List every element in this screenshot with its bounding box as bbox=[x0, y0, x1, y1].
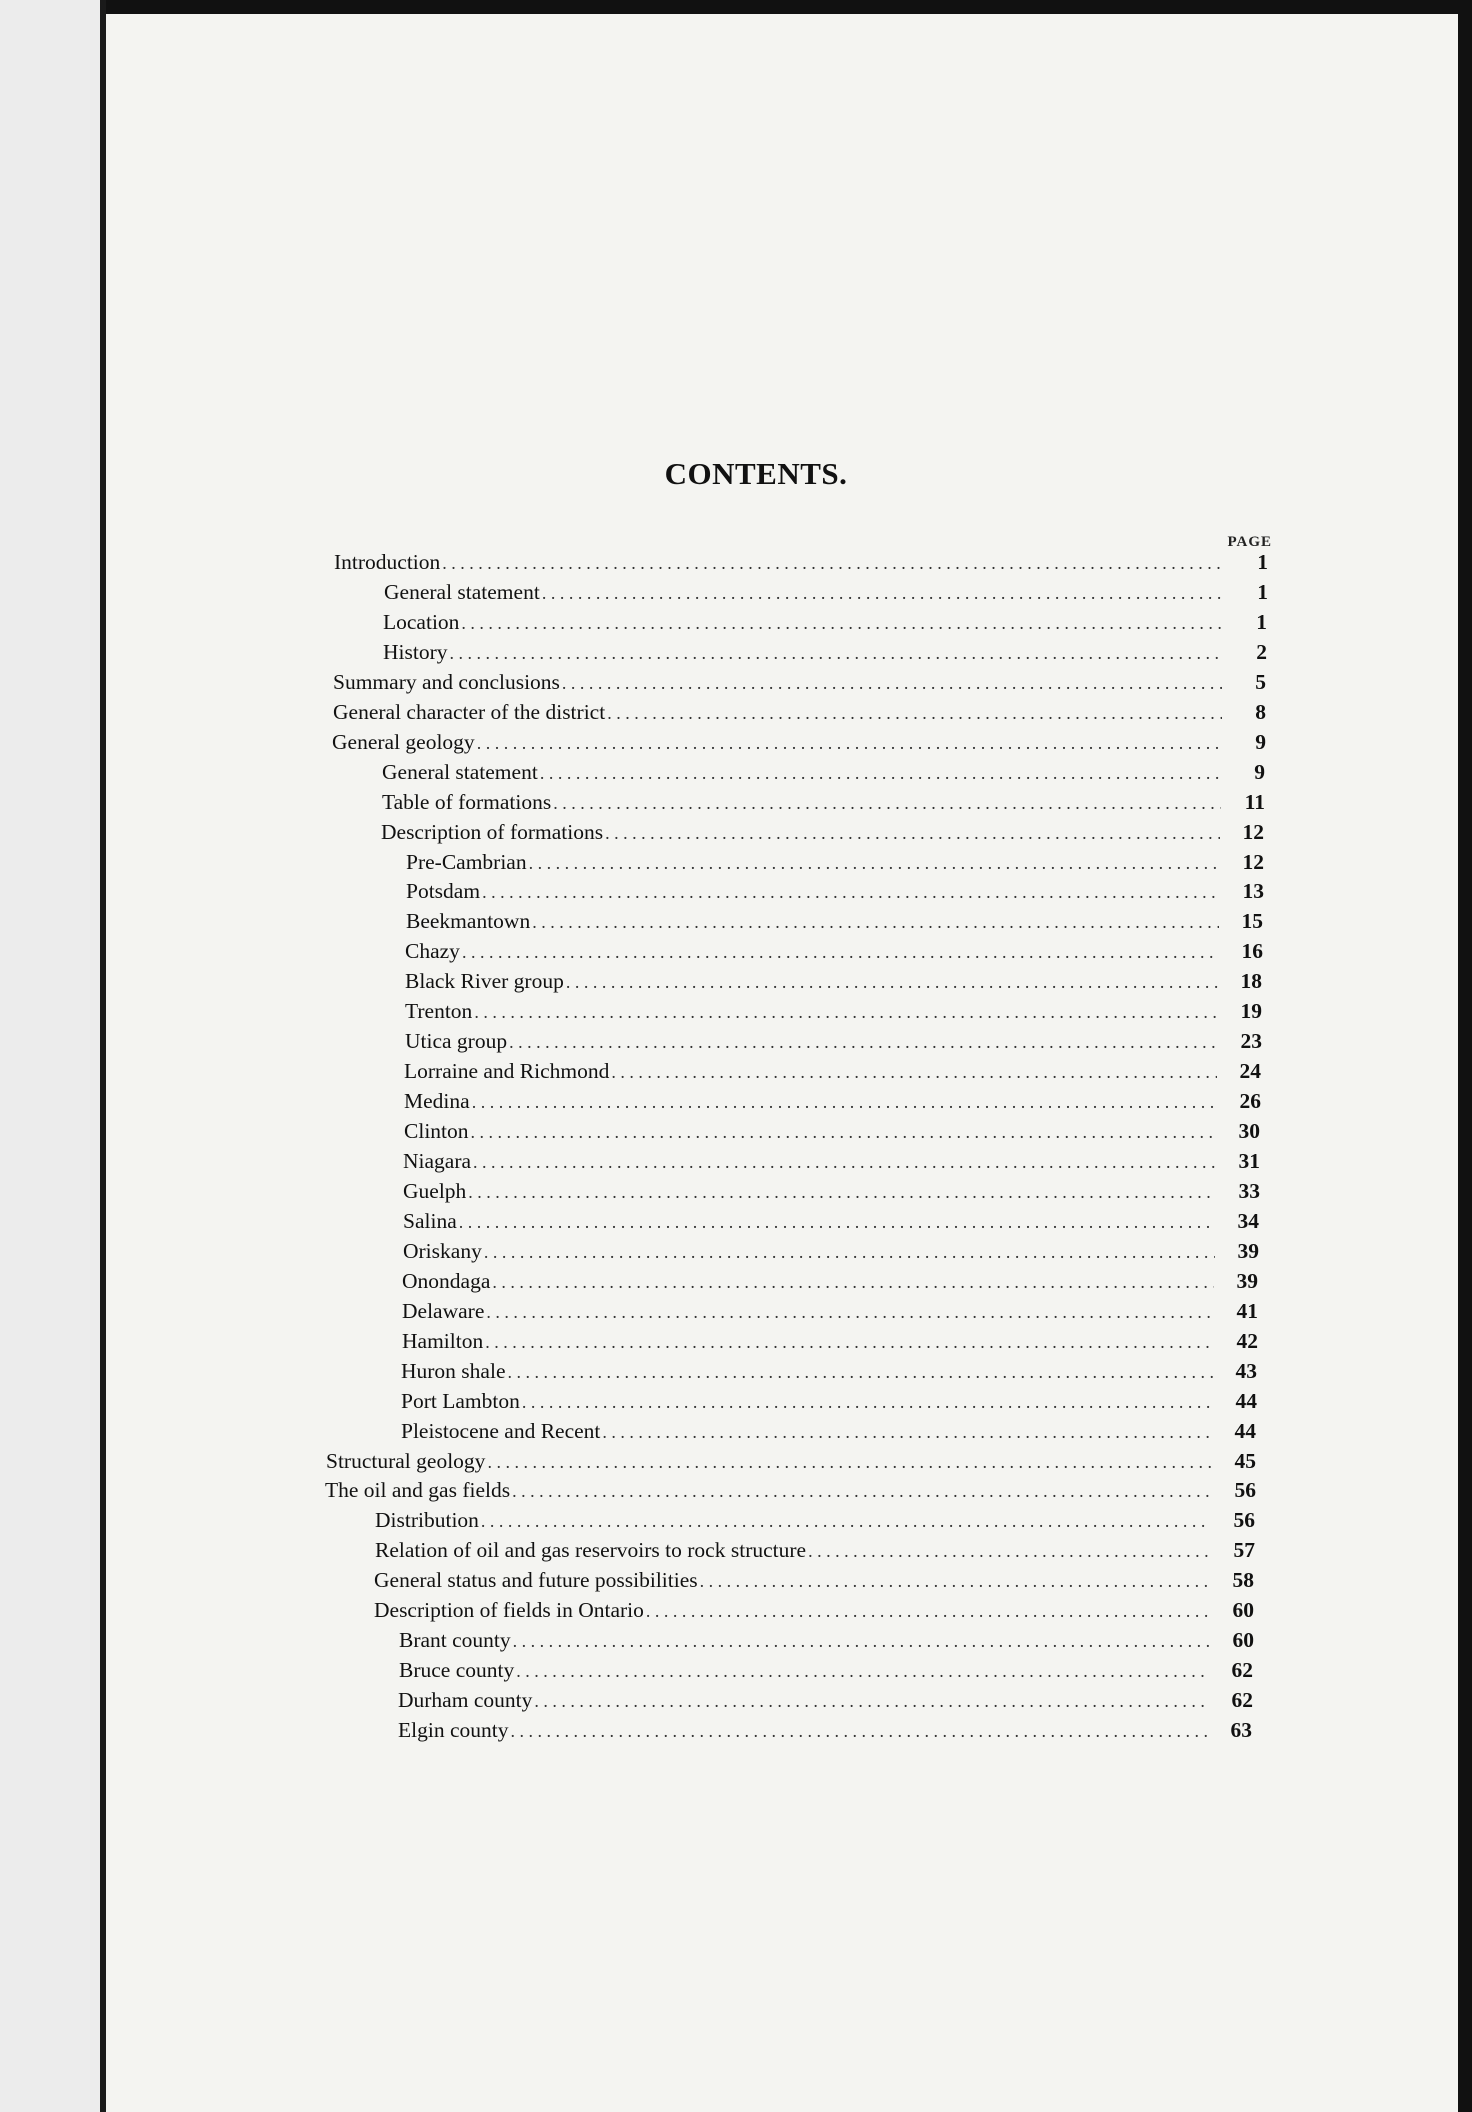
dot-leader bbox=[509, 1032, 1218, 1053]
toc-entry bbox=[399, 1628, 1254, 1658]
toc-entry-label: Durham county bbox=[398, 1688, 533, 1713]
dot-leader bbox=[532, 912, 1219, 933]
toc-entry bbox=[383, 610, 1267, 640]
toc-entry bbox=[403, 1209, 1259, 1239]
dot-leader bbox=[808, 1541, 1211, 1562]
toc-entry-label: Summary and conclusions bbox=[333, 669, 560, 694]
toc-entry bbox=[332, 730, 1266, 760]
toc-entry-label: Pre-Cambrian bbox=[406, 849, 527, 874]
dot-leader bbox=[468, 1182, 1216, 1203]
toc-entry-page-number: 39 bbox=[1237, 1238, 1259, 1263]
dot-leader bbox=[487, 1452, 1212, 1473]
toc-entry-page-number: 18 bbox=[1240, 969, 1262, 994]
dot-leader bbox=[459, 1212, 1215, 1233]
toc-entry-label: Delaware bbox=[402, 1298, 485, 1323]
toc-entry-label: Lorraine and Richmond bbox=[404, 1059, 610, 1084]
dot-leader bbox=[605, 823, 1220, 844]
toc-entry bbox=[384, 580, 1268, 610]
toc-entry-page-number: 11 bbox=[1244, 789, 1265, 814]
toc-entry-page-number: 2 bbox=[1256, 639, 1267, 664]
toc-entry-label: History bbox=[383, 639, 448, 664]
toc-entry bbox=[325, 1478, 1256, 1508]
toc-entry-label: Description of formations bbox=[381, 819, 604, 844]
dot-leader bbox=[481, 1511, 1211, 1532]
toc-entry-page-number: 19 bbox=[1240, 999, 1262, 1024]
dot-leader bbox=[471, 1122, 1216, 1143]
toc-entry-page-number: 39 bbox=[1236, 1268, 1258, 1293]
toc-entry-page-number: 9 bbox=[1254, 759, 1265, 784]
dot-leader bbox=[477, 733, 1222, 754]
toc-entry bbox=[333, 700, 1266, 730]
dot-leader bbox=[602, 1422, 1212, 1443]
toc-entry-label: Niagara bbox=[403, 1149, 472, 1173]
toc-entry-page-number: 5 bbox=[1255, 669, 1266, 694]
toc-entry-page-number: 58 bbox=[1232, 1568, 1254, 1593]
dot-leader bbox=[562, 673, 1222, 694]
toc-entry bbox=[375, 1508, 1255, 1538]
toc-entry bbox=[405, 999, 1262, 1029]
dot-leader bbox=[522, 1392, 1213, 1413]
toc-entry-label: Black River group bbox=[405, 969, 564, 994]
toc-entry-page-number: 42 bbox=[1236, 1328, 1258, 1353]
toc-entry-label: Port Lambton bbox=[401, 1388, 520, 1413]
toc-entry-page-number: 15 bbox=[1241, 909, 1263, 934]
toc-entry-page-number: 63 bbox=[1230, 1718, 1252, 1743]
toc-entry-label: General statement bbox=[384, 579, 540, 604]
toc-entry-label: Potsdam bbox=[406, 879, 481, 904]
document-page bbox=[106, 14, 1458, 2112]
toc-entry-label: Clinton bbox=[404, 1119, 469, 1144]
dot-leader bbox=[646, 1601, 1210, 1622]
page-title: CONTENTS. bbox=[664, 456, 848, 491]
toc-entry-page-number: 56 bbox=[1233, 1508, 1255, 1533]
toc-entry bbox=[405, 939, 1263, 969]
toc-entry-page-number: 44 bbox=[1235, 1388, 1257, 1413]
toc-entry-page-number: 12 bbox=[1242, 849, 1264, 874]
toc-entry-page-number: 44 bbox=[1234, 1418, 1256, 1443]
toc-entry-label: Introduction bbox=[334, 550, 441, 574]
toc-entry-label: The oil and gas fields bbox=[325, 1478, 511, 1503]
dot-leader bbox=[516, 1661, 1209, 1682]
dot-leader bbox=[534, 1691, 1209, 1712]
toc-entry bbox=[404, 1119, 1260, 1149]
toc-entry bbox=[404, 1089, 1261, 1119]
toc-entry-page-number: 33 bbox=[1238, 1178, 1260, 1203]
toc-entry-page-number: 9 bbox=[1255, 729, 1266, 754]
toc-entry-page-number: 26 bbox=[1239, 1089, 1261, 1114]
toc-entry bbox=[403, 1179, 1260, 1209]
toc-entry bbox=[333, 670, 1266, 700]
toc-entry-page-number: 1 bbox=[1257, 550, 1268, 574]
dot-leader bbox=[461, 613, 1223, 634]
toc-entry-label: General status and future possibilities bbox=[374, 1568, 698, 1593]
toc-entry bbox=[381, 820, 1264, 850]
dot-leader bbox=[513, 1631, 1210, 1652]
toc-entry bbox=[402, 1329, 1258, 1359]
toc-entry-label: Medina bbox=[404, 1089, 470, 1114]
toc-entry bbox=[406, 879, 1264, 909]
toc-entry-label: Oriskany bbox=[403, 1238, 482, 1263]
toc-entry bbox=[403, 1239, 1259, 1269]
toc-entry bbox=[382, 790, 1265, 820]
toc-entry-page-number: 60 bbox=[1232, 1598, 1254, 1623]
toc-entry-label: Pleistocene and Recent bbox=[401, 1418, 601, 1443]
dot-leader bbox=[486, 1302, 1214, 1323]
toc-entry-label: Relation of oil and gas reservoirs to rock structure bbox=[375, 1538, 807, 1563]
toc-entry-label: Bruce county bbox=[399, 1658, 515, 1683]
toc-entry-page-number: 45 bbox=[1234, 1448, 1256, 1473]
toc-entry-page-number: 57 bbox=[1233, 1538, 1255, 1563]
toc-entry-label: Distribution bbox=[375, 1508, 479, 1533]
toc-entry-label: Brant county bbox=[399, 1628, 511, 1653]
toc-entry-page-number: 1 bbox=[1257, 579, 1268, 604]
toc-entry-page-number: 16 bbox=[1241, 939, 1263, 964]
toc-entry bbox=[398, 1718, 1252, 1748]
toc-entry-page-number: 60 bbox=[1232, 1628, 1254, 1653]
toc-entry-page-number: 31 bbox=[1238, 1149, 1260, 1173]
toc-entry bbox=[382, 760, 1265, 790]
dot-leader bbox=[485, 1332, 1214, 1353]
toc-entry bbox=[405, 1029, 1262, 1059]
toc-entry-label: Description of fields in Ontario bbox=[374, 1598, 644, 1623]
dot-leader bbox=[442, 553, 1224, 574]
toc-entry bbox=[404, 1059, 1261, 1089]
toc-entry bbox=[383, 640, 1267, 670]
dot-leader bbox=[492, 1272, 1214, 1293]
toc-entry bbox=[406, 909, 1263, 939]
toc-entry-label: General statement bbox=[382, 759, 538, 784]
toc-entry bbox=[334, 550, 1268, 580]
toc-entry-page-number: 23 bbox=[1240, 1029, 1262, 1054]
toc-entry bbox=[375, 1538, 1255, 1568]
toc-entry bbox=[405, 969, 1262, 999]
dot-leader bbox=[529, 853, 1220, 874]
toc-entry bbox=[326, 1449, 1256, 1479]
toc-entry-label: Beekmantown bbox=[406, 909, 531, 934]
dot-leader bbox=[473, 1152, 1216, 1173]
toc-entry bbox=[374, 1598, 1254, 1628]
toc-entry-page-number: 8 bbox=[1255, 699, 1266, 724]
page-column-header: PAGE bbox=[1227, 534, 1272, 550]
toc-entry bbox=[399, 1658, 1253, 1688]
book-gutter bbox=[0, 0, 104, 2112]
dot-leader bbox=[472, 1092, 1217, 1113]
toc-entry bbox=[402, 1269, 1258, 1299]
toc-entry-label: General character of the district bbox=[333, 699, 606, 724]
toc-entry bbox=[398, 1688, 1253, 1718]
toc-entry-page-number: 62 bbox=[1231, 1688, 1253, 1713]
dot-leader bbox=[462, 942, 1219, 963]
dot-leader bbox=[450, 643, 1224, 664]
toc-entry-label: Trenton bbox=[405, 999, 473, 1024]
dot-leader bbox=[542, 583, 1224, 604]
toc-entry-label: Chazy bbox=[405, 939, 460, 964]
toc-entry-label: Guelph bbox=[403, 1178, 467, 1203]
toc-entry-page-number: 62 bbox=[1231, 1658, 1253, 1683]
toc-entry-page-number: 1 bbox=[1256, 609, 1267, 634]
toc-entry-page-number: 56 bbox=[1234, 1478, 1256, 1503]
dot-leader bbox=[700, 1571, 1210, 1592]
dot-leader bbox=[607, 703, 1222, 724]
toc-entry-page-number: 30 bbox=[1238, 1119, 1260, 1144]
toc-entry-label: Hamilton bbox=[402, 1328, 484, 1353]
toc-entry-label: Table of formations bbox=[382, 789, 552, 814]
toc-entry-label: Location bbox=[383, 609, 460, 634]
toc-entry bbox=[406, 850, 1264, 880]
toc-entry-label: Salina bbox=[403, 1208, 457, 1233]
toc-entry bbox=[401, 1359, 1257, 1389]
dot-leader bbox=[553, 793, 1221, 814]
toc-entry bbox=[374, 1568, 1254, 1598]
dot-leader bbox=[510, 1721, 1208, 1742]
dot-leader bbox=[508, 1362, 1214, 1383]
toc-entry bbox=[403, 1149, 1260, 1179]
toc-entry-label: Onondaga bbox=[402, 1268, 491, 1293]
toc-entry-label: General geology bbox=[332, 729, 475, 754]
dot-leader bbox=[540, 763, 1221, 784]
toc-entry-page-number: 41 bbox=[1236, 1298, 1258, 1323]
toc-entry-page-number: 34 bbox=[1237, 1208, 1259, 1233]
dot-leader bbox=[474, 1002, 1218, 1023]
toc-entry bbox=[402, 1299, 1258, 1329]
toc-entry-label: Huron shale bbox=[401, 1358, 506, 1383]
dot-leader bbox=[482, 882, 1220, 903]
toc-entry-label: Elgin county bbox=[398, 1718, 509, 1743]
dot-leader bbox=[484, 1242, 1215, 1263]
dot-leader bbox=[566, 972, 1218, 993]
toc-entry-page-number: 13 bbox=[1242, 879, 1264, 904]
toc-entry-label: Structural geology bbox=[326, 1448, 486, 1473]
toc-entry bbox=[401, 1419, 1256, 1449]
toc-entry-page-number: 43 bbox=[1235, 1358, 1257, 1383]
toc-entry-page-number: 12 bbox=[1242, 819, 1264, 844]
toc-entry-label: Utica group bbox=[405, 1029, 508, 1054]
toc-entry-page-number: 24 bbox=[1239, 1059, 1261, 1084]
dot-leader bbox=[611, 1062, 1217, 1083]
dot-leader bbox=[512, 1481, 1212, 1502]
toc-entry bbox=[401, 1389, 1257, 1419]
